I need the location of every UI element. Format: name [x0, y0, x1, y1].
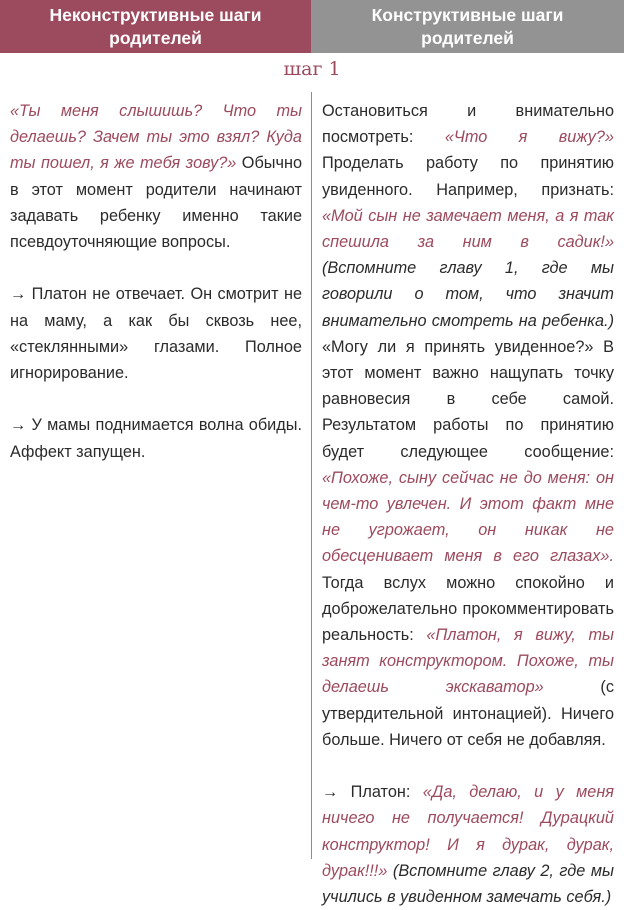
right-text-d: Тогда вслух можно спокойно и доброжелательно прокомментировать реальность: [322, 573, 614, 645]
left-paragraph-2: → Платон не отвечает. Он смотрит не на маму, а как бы сквозь нее, «стеклянными» глазами. Полное игнорирование. [10, 285, 302, 383]
quote-acceptance-message: «Похоже, сыну сейчас не до меня: он чем-то увлечен. И этот факт мне не угрожает, он никак не обесценивает меня в его глазах». [322, 468, 614, 566]
quote-son-ignores: «Мой сын не замечает меня, а я так спешила за ним в садик!» [322, 206, 614, 252]
child-questions-quote: «Ты меня слышишь? Что ты делаешь? Зачем ты это взял? Куда ты пошел, я же тебя зову?» [10, 102, 302, 173]
right-paragraph-1 [322, 98, 614, 753]
step-label: шаг 1 [283, 58, 341, 80]
header-constructive: Конструктивные шаги родителей [311, 0, 624, 53]
right-paragraph-2 [322, 779, 614, 910]
right-text-a: Остановиться и внимательно посмотреть: [322, 102, 614, 147]
quote-platon-reply: «Да, делаю, и у меня ничего не получается! Дурацкий конструктор! И я дурак, дурак, дурак!!!» [322, 783, 614, 880]
left-paragraph-3: → У мамы поднимается волна обиды. Аффект запущен. [10, 416, 302, 461]
right-text-e: (с утвердительной интонацией). Ничего больше. Ничего от себя не добавляя. [322, 678, 614, 749]
quote-what-i-see: «Что я вижу?» [444, 128, 614, 147]
table-header [0, 0, 624, 53]
right-text-c: «Могу ли я принять увиденное?» В этот момент важно нащупать точку равновесия в себе самой. Результатом работы по принятию будет следующее сообщение: [322, 337, 614, 461]
constructive-column [322, 98, 614, 910]
quote-platon-excavator: «Платон, я вижу, ты занят конструктором. Похоже, ты делаешь экскаватор» [322, 626, 614, 697]
note-chapter-2: (Вспомните главу 2, где мы учились в увиденном замечать себя.) [322, 861, 614, 907]
left-paragraph-1 [10, 98, 302, 255]
right-text-platon: → Платон: [322, 783, 423, 802]
right-text-b: Проделать работу по принятию увиденного. Например, признать: [322, 154, 614, 199]
header-nonconstructive: Неконструктивные шаги родителей [0, 0, 311, 53]
left-paragraph-1-text: Обычно в этот момент родители начинают задавать ребенку именно такие псевдоуточняющие вопросы. [10, 154, 302, 252]
nonconstructive-column [10, 98, 302, 465]
note-chapter-1: (Вспомните главу 1, где мы говорили о том, что значит внимательно смотреть на ребенка.) [322, 259, 614, 330]
column-divider [311, 92, 312, 859]
